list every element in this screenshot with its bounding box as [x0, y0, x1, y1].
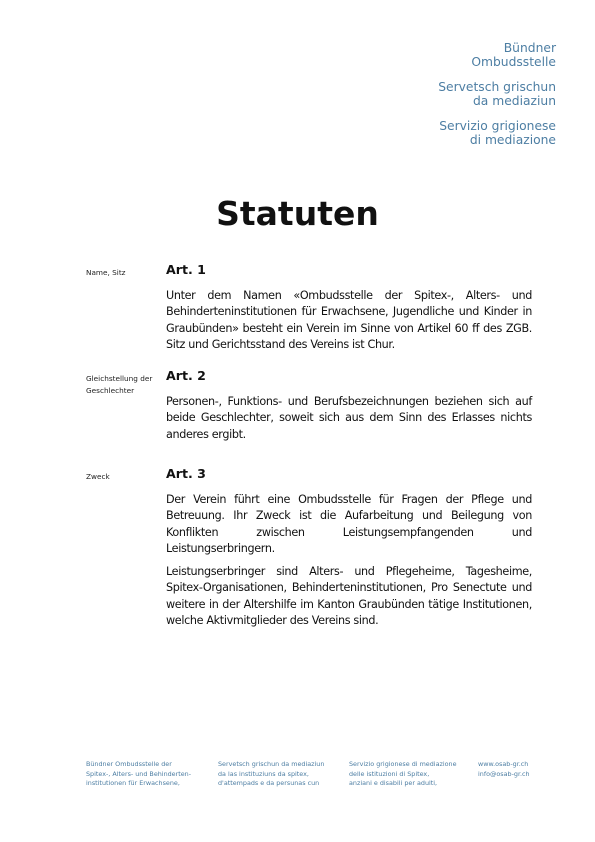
article-margin-label: Name, Sitz	[86, 268, 126, 277]
header-block-german	[438, 41, 556, 69]
footer-line: Servetsch grischun da mediaziun	[218, 760, 325, 768]
footer-column-romansh	[218, 760, 324, 789]
article-margin-label: Zweck	[86, 472, 110, 481]
header-block-italian	[438, 119, 556, 147]
footer-column-italian	[349, 760, 457, 789]
footer-column-contact	[478, 760, 530, 779]
article-body	[166, 492, 532, 636]
footer-line: institutionen für Erwachsene,	[86, 779, 180, 788]
article-heading: Art. 3	[166, 466, 206, 481]
footer-email-link[interactable]: info@osab-gr.ch	[478, 769, 530, 778]
header-line: Servetsch grischun	[438, 80, 556, 94]
article-paragraph: Der Verein führt eine Ombudsstelle für Fragen der Pflege und Betreuung. Ihr Zweck ist die Aufarbeitung und Beilegung von Konflikten zwischen Leistungsempfangenden und Leistungserbringern.	[166, 493, 532, 555]
header-line: di mediazione	[469, 133, 556, 147]
article-heading: Art. 1	[166, 262, 206, 277]
footer-line: delle istituzioni di Spitex,	[349, 769, 430, 778]
footer-website-link[interactable]: www.osab-gr.ch	[478, 760, 529, 768]
footer-line: Bündner Ombudsstelle der	[86, 760, 172, 768]
article-margin-label: Gleichstellung der Geschlechter	[86, 374, 153, 395]
header-line: Bündner	[503, 41, 556, 55]
page-title: Statuten	[216, 194, 379, 233]
article-body	[166, 288, 532, 360]
organization-header	[438, 41, 556, 158]
footer-line: d'attempads e da persunas cun	[218, 779, 320, 788]
article-paragraph: Personen-, Funktions- und Berufsbezeichnungen beziehen sich auf beide Geschlechter, soweit sich aus dem Sinn des Erlasses nichts anderes ergibt.	[166, 395, 532, 441]
article-body	[166, 394, 532, 450]
footer-line: Servizio grigionese di mediazione	[349, 760, 457, 768]
footer-line: anziani e disabili per adulti,	[349, 779, 438, 788]
page-footer	[86, 760, 546, 800]
article-heading: Art. 2	[166, 368, 206, 383]
footer-line: Spitex-, Alters- und Behinderten-	[86, 769, 192, 778]
header-line: da mediaziun	[472, 94, 556, 108]
header-block-romansh	[438, 80, 556, 108]
header-line: Ombudsstelle	[471, 55, 556, 69]
article-paragraph: Unter dem Namen «Ombudsstelle der Spitex-, Alters- und Behinderteninstitutionen für Erwachsene, Jugendliche und Kinder in Graubünden» besteht ein Verein im Sinne von Artikel 60 ff des ZGB. Sitz und Gerichtsstand des Vereins ist Chur.	[166, 289, 532, 351]
footer-line: da las instituziuns da spitex,	[218, 769, 309, 778]
footer-column-german	[86, 760, 191, 789]
header-line: Servizio grigionese	[439, 119, 556, 133]
article-paragraph: Leistungserbringer sind Alters- und Pflegeheime, Tagesheime, Spitex-Organisationen, Behinderteninstitutionen, Pro Senectute und weitere in der Altershilfe im Kanton Graubünden tätige Institutionen, welche Aktivmitglieder des Vereins sind.	[166, 565, 532, 628]
